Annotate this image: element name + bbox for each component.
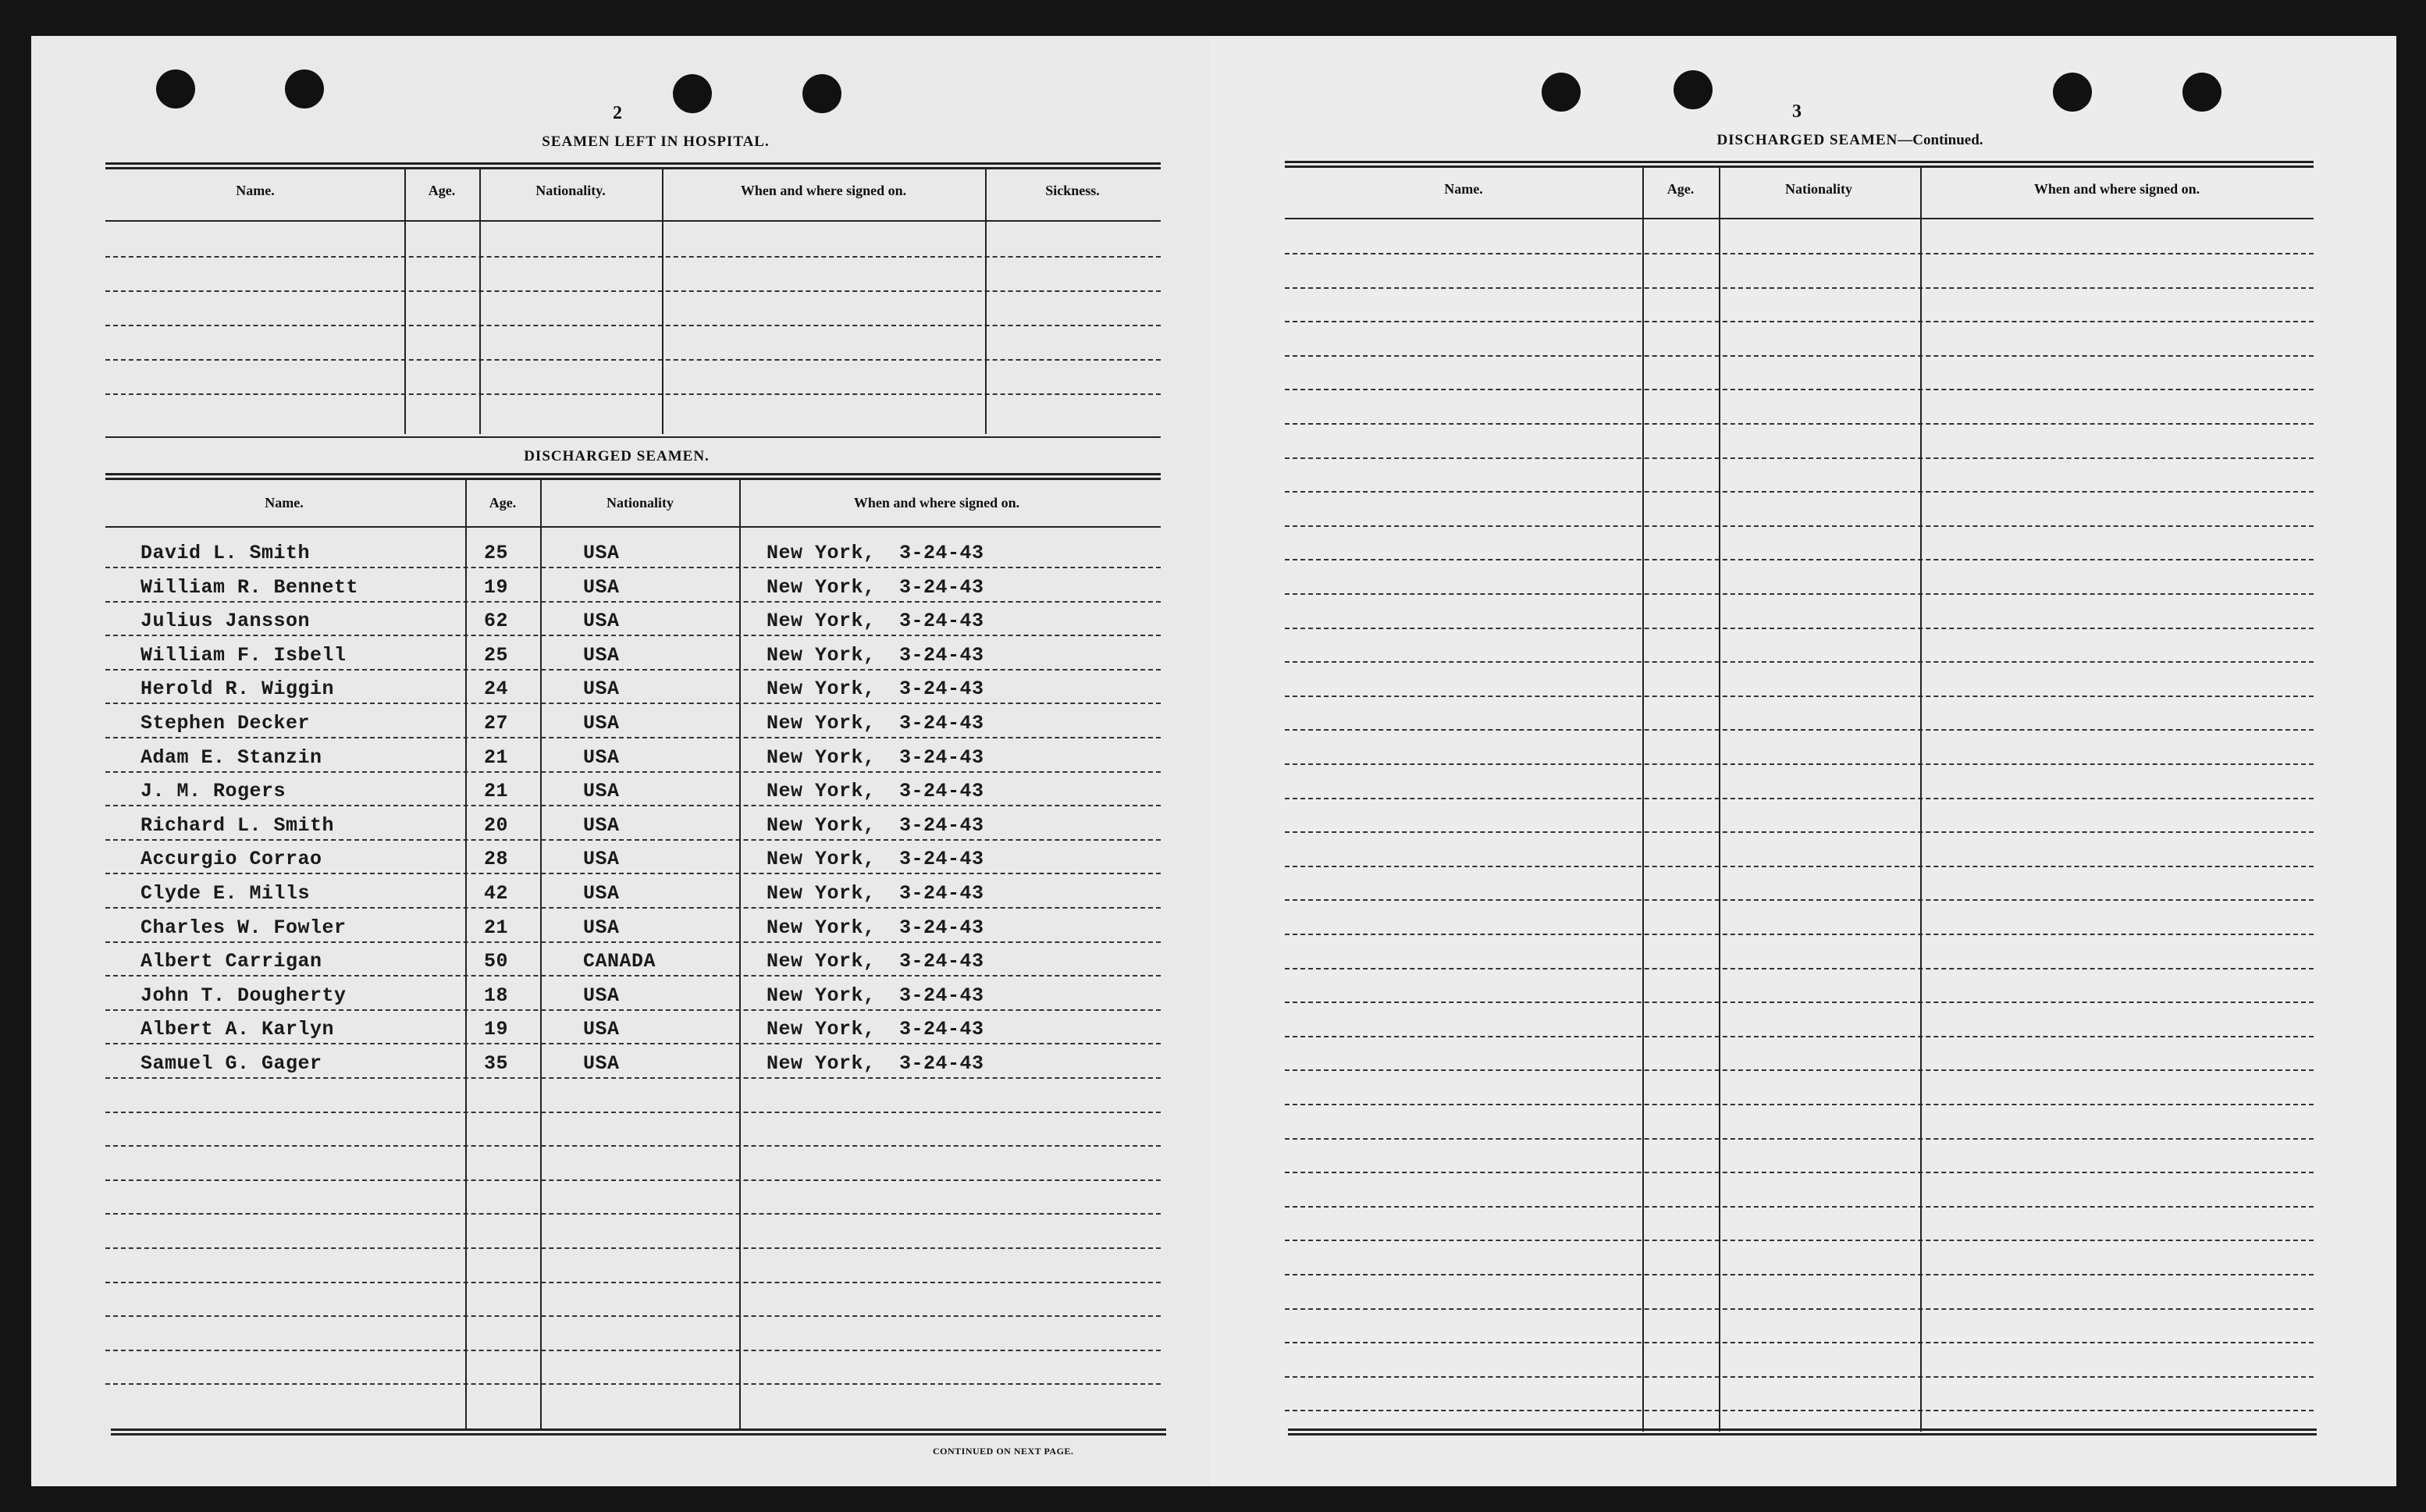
right-ruled-line	[1285, 355, 2314, 357]
discharged-col-divider	[465, 479, 467, 1430]
signed-on-place: New York,	[767, 916, 876, 939]
hospital-col-header: Age.	[428, 183, 456, 198]
seaman-age: 18	[484, 984, 509, 1007]
seaman-age: 21	[484, 746, 509, 769]
discharged-ruled-line	[105, 737, 1161, 738]
punch-hole	[156, 69, 195, 109]
signed-on-date: 3-24-43	[899, 644, 984, 667]
right-ruled-line	[1285, 899, 2314, 901]
hospital-header-rule	[105, 220, 1161, 222]
seaman-name: J. M. Rogers	[141, 780, 286, 802]
right-ruled-line	[1285, 661, 2314, 663]
punch-hole	[2053, 73, 2092, 112]
seaman-age: 28	[484, 848, 509, 870]
right-ruled-line	[1285, 389, 2314, 390]
right-ruled-line	[1285, 1172, 2314, 1173]
signed-on-date: 3-24-43	[899, 780, 984, 802]
hospital-ruled-line	[105, 256, 1161, 258]
right-col-header: Age.	[1667, 181, 1695, 197]
discharged-table-bottom-rule	[111, 1428, 1166, 1436]
discharged-ruled-line	[105, 635, 1161, 636]
seaman-age: 24	[484, 678, 509, 700]
discharged-ruled-line	[105, 873, 1161, 874]
right-ruled-line	[1285, 763, 2314, 765]
discharged-ruled-line	[105, 1179, 1161, 1181]
signed-on-date: 3-24-43	[899, 746, 984, 769]
discharged-col-header: When and where signed on.	[853, 495, 1020, 511]
signed-on-place: New York,	[767, 610, 876, 632]
hospital-col-divider	[985, 167, 987, 434]
seaman-nationality: USA	[583, 576, 620, 599]
right-ruled-line	[1285, 321, 2314, 322]
signed-on-place: New York,	[767, 712, 876, 735]
right-page	[1210, 36, 2396, 1486]
discharged-ruled-line	[105, 771, 1161, 773]
right-ruled-line	[1285, 593, 2314, 595]
right-col-divider	[1719, 165, 1720, 1432]
seaman-nationality: USA	[583, 644, 620, 667]
discharged-ruled-line	[105, 975, 1161, 977]
page-number: 3	[1792, 101, 1802, 122]
seaman-nationality: USA	[583, 984, 620, 1007]
right-table-bottom-rule	[1288, 1428, 2317, 1436]
seaman-nationality: USA	[583, 712, 620, 735]
seaman-age: 20	[484, 814, 509, 837]
signed-on-date: 3-24-43	[899, 950, 984, 973]
discharged-ruled-line	[105, 669, 1161, 671]
seaman-nationality: USA	[583, 882, 620, 905]
signed-on-date: 3-24-43	[899, 542, 984, 564]
discharged-ruled-line	[105, 567, 1161, 568]
punch-hole	[2182, 73, 2221, 112]
signed-on-place: New York,	[767, 576, 876, 599]
signed-on-place: New York,	[767, 746, 876, 769]
right-ruled-line	[1285, 1138, 2314, 1140]
signed-on-place: New York,	[767, 882, 876, 905]
seaman-nationality: USA	[583, 814, 620, 837]
right-header-rule	[1285, 218, 2314, 219]
right-ruled-line	[1285, 729, 2314, 731]
signed-on-place: New York,	[767, 542, 876, 564]
seaman-age: 42	[484, 882, 509, 905]
seaman-age: 21	[484, 780, 509, 802]
hospital-table-bottom-rule	[105, 436, 1161, 438]
seaman-nationality: USA	[583, 1052, 620, 1075]
right-ruled-line	[1285, 559, 2314, 560]
right-ruled-line	[1285, 1036, 2314, 1037]
signed-on-date: 3-24-43	[899, 814, 984, 837]
hospital-ruled-line	[105, 393, 1161, 395]
seaman-name: Richard L. Smith	[141, 814, 335, 837]
punch-hole	[1542, 73, 1581, 112]
hospital-section-title: SEAMEN LEFT IN HOSPITAL.	[542, 133, 770, 150]
discharged-section-title: DISCHARGED SEAMEN.	[524, 448, 710, 464]
punch-hole	[285, 69, 324, 109]
seaman-nationality: USA	[583, 678, 620, 700]
seaman-age: 25	[484, 644, 509, 667]
seaman-age: 21	[484, 916, 509, 939]
right-ruled-line	[1285, 1001, 2314, 1003]
seaman-name: John T. Dougherty	[141, 984, 347, 1007]
seaman-nationality: USA	[583, 610, 620, 632]
right-ruled-line	[1285, 457, 2314, 459]
signed-on-date: 3-24-43	[899, 576, 984, 599]
signed-on-date: 3-24-43	[899, 610, 984, 632]
discharged-ruled-line	[105, 907, 1161, 909]
seaman-name: Albert Carrigan	[141, 950, 322, 973]
discharged-ruled-line	[105, 1350, 1161, 1351]
discharged-ruled-line	[105, 1213, 1161, 1215]
right-ruled-line	[1285, 1308, 2314, 1310]
discharged-ruled-line	[105, 1383, 1161, 1385]
right-ruled-line	[1285, 1410, 2314, 1411]
seaman-name: Charles W. Fowler	[141, 916, 347, 939]
signed-on-date: 3-24-43	[899, 984, 984, 1007]
right-ruled-line	[1285, 1274, 2314, 1275]
signed-on-place: New York,	[767, 848, 876, 870]
hospital-ruled-line	[105, 359, 1161, 361]
right-ruled-line	[1285, 696, 2314, 697]
right-ruled-line	[1285, 934, 2314, 935]
signed-on-date: 3-24-43	[899, 848, 984, 870]
discharged-col-header: Nationality	[606, 495, 674, 511]
seaman-name: Clyde E. Mills	[141, 882, 311, 905]
hospital-col-divider	[479, 167, 481, 434]
right-ruled-line	[1285, 628, 2314, 629]
discharged-col-divider	[540, 479, 542, 1430]
signed-on-place: New York,	[767, 950, 876, 973]
right-col-header: Nationality	[1784, 181, 1852, 197]
discharged-ruled-line	[105, 941, 1161, 943]
hospital-ruled-line	[105, 290, 1161, 292]
hospital-table-top-rule	[105, 162, 1161, 169]
right-ruled-line	[1285, 525, 2314, 527]
seaman-name: William R. Bennett	[141, 576, 359, 599]
seaman-nationality: USA	[583, 746, 620, 769]
right-ruled-line	[1285, 253, 2314, 254]
signed-on-place: New York,	[767, 1018, 876, 1041]
seaman-age: 25	[484, 542, 509, 564]
discharged-ruled-line	[105, 703, 1161, 704]
seaman-nationality: CANADA	[583, 950, 656, 973]
discharged-continued-title	[1522, 132, 2178, 149]
right-ruled-line	[1285, 1376, 2314, 1378]
signed-on-place: New York,	[767, 678, 876, 700]
signed-on-place: New York,	[767, 814, 876, 837]
seaman-name: David L. Smith	[141, 542, 311, 564]
discharged-ruled-line	[105, 1315, 1161, 1317]
seaman-age: 27	[484, 712, 509, 735]
title-suffix: —Continued.	[1898, 132, 1983, 148]
seaman-name: Stephen Decker	[141, 712, 311, 735]
seaman-name: Albert A. Karlyn	[141, 1018, 335, 1041]
discharged-ruled-line	[105, 1247, 1161, 1249]
right-ruled-line	[1285, 287, 2314, 289]
hospital-col-divider	[662, 167, 663, 434]
right-col-header: When and where signed on.	[2033, 181, 2200, 197]
hospital-col-divider	[404, 167, 406, 434]
signed-on-date: 3-24-43	[899, 882, 984, 905]
signed-on-place: New York,	[767, 984, 876, 1007]
signed-on-date: 3-24-43	[899, 916, 984, 939]
discharged-ruled-line	[105, 839, 1161, 841]
hospital-ruled-line	[105, 325, 1161, 326]
discharged-header-rule	[105, 526, 1161, 528]
hospital-col-header: Sickness.	[1045, 183, 1100, 198]
seaman-name: Samuel G. Gager	[141, 1052, 322, 1075]
right-col-divider	[1920, 165, 1922, 1432]
signed-on-date: 3-24-43	[899, 1052, 984, 1075]
discharged-ruled-line	[105, 1112, 1161, 1113]
discharged-table-top-rule	[105, 473, 1161, 480]
signed-on-date: 3-24-43	[899, 1018, 984, 1041]
right-ruled-line	[1285, 1104, 2314, 1105]
seaman-nationality: USA	[583, 916, 620, 939]
signed-on-place: New York,	[767, 1052, 876, 1075]
hospital-col-header: When and where signed on.	[740, 183, 907, 198]
signed-on-place: New York,	[767, 644, 876, 667]
discharged-col-divider	[739, 479, 741, 1430]
punch-hole	[1674, 70, 1713, 109]
discharged-ruled-line	[105, 601, 1161, 603]
continued-note: CONTINUED ON NEXT PAGE.	[933, 1446, 1074, 1457]
discharged-ruled-line	[105, 1145, 1161, 1147]
discharged-ruled-line	[105, 805, 1161, 806]
hospital-col-header: Name.	[236, 183, 275, 198]
seaman-age: 19	[484, 1018, 509, 1041]
right-ruled-line	[1285, 798, 2314, 799]
signed-on-place: New York,	[767, 780, 876, 802]
right-col-divider	[1642, 165, 1644, 1432]
right-ruled-line	[1285, 1240, 2314, 1241]
right-col-header: Name.	[1444, 181, 1483, 197]
right-ruled-line	[1285, 1069, 2314, 1071]
seaman-name: Herold R. Wiggin	[141, 678, 335, 700]
right-ruled-line	[1285, 491, 2314, 493]
discharged-col-header: Age.	[489, 495, 517, 511]
seaman-age: 35	[484, 1052, 509, 1075]
discharged-ruled-line	[105, 1009, 1161, 1011]
seaman-name: Julius Jansson	[141, 610, 311, 632]
left-page	[31, 36, 1210, 1486]
page-number: 2	[613, 103, 622, 123]
seaman-nationality: USA	[583, 1018, 620, 1041]
title-main: DISCHARGED SEAMEN	[1716, 132, 1898, 148]
right-ruled-line	[1285, 423, 2314, 425]
discharged-ruled-line	[105, 1077, 1161, 1079]
seaman-age: 62	[484, 610, 509, 632]
hospital-col-header: Nationality.	[535, 183, 606, 198]
seaman-name: Adam E. Stanzin	[141, 746, 322, 769]
right-table-top-rule	[1285, 161, 2314, 168]
signed-on-date: 3-24-43	[899, 678, 984, 700]
right-ruled-line	[1285, 968, 2314, 969]
right-ruled-line	[1285, 866, 2314, 867]
discharged-col-header: Name.	[265, 495, 304, 511]
discharged-ruled-line	[105, 1043, 1161, 1044]
seaman-name: William F. Isbell	[141, 644, 347, 667]
seaman-age: 19	[484, 576, 509, 599]
right-ruled-line	[1285, 831, 2314, 833]
seaman-nationality: USA	[583, 848, 620, 870]
seaman-name: Accurgio Corrao	[141, 848, 322, 870]
seaman-age: 50	[484, 950, 509, 973]
seaman-nationality: USA	[583, 780, 620, 802]
signed-on-date: 3-24-43	[899, 712, 984, 735]
right-ruled-line	[1285, 1342, 2314, 1343]
punch-hole	[802, 74, 841, 113]
right-ruled-line	[1285, 1206, 2314, 1208]
discharged-ruled-line	[105, 1282, 1161, 1283]
punch-hole	[673, 74, 712, 113]
seaman-nationality: USA	[583, 542, 620, 564]
